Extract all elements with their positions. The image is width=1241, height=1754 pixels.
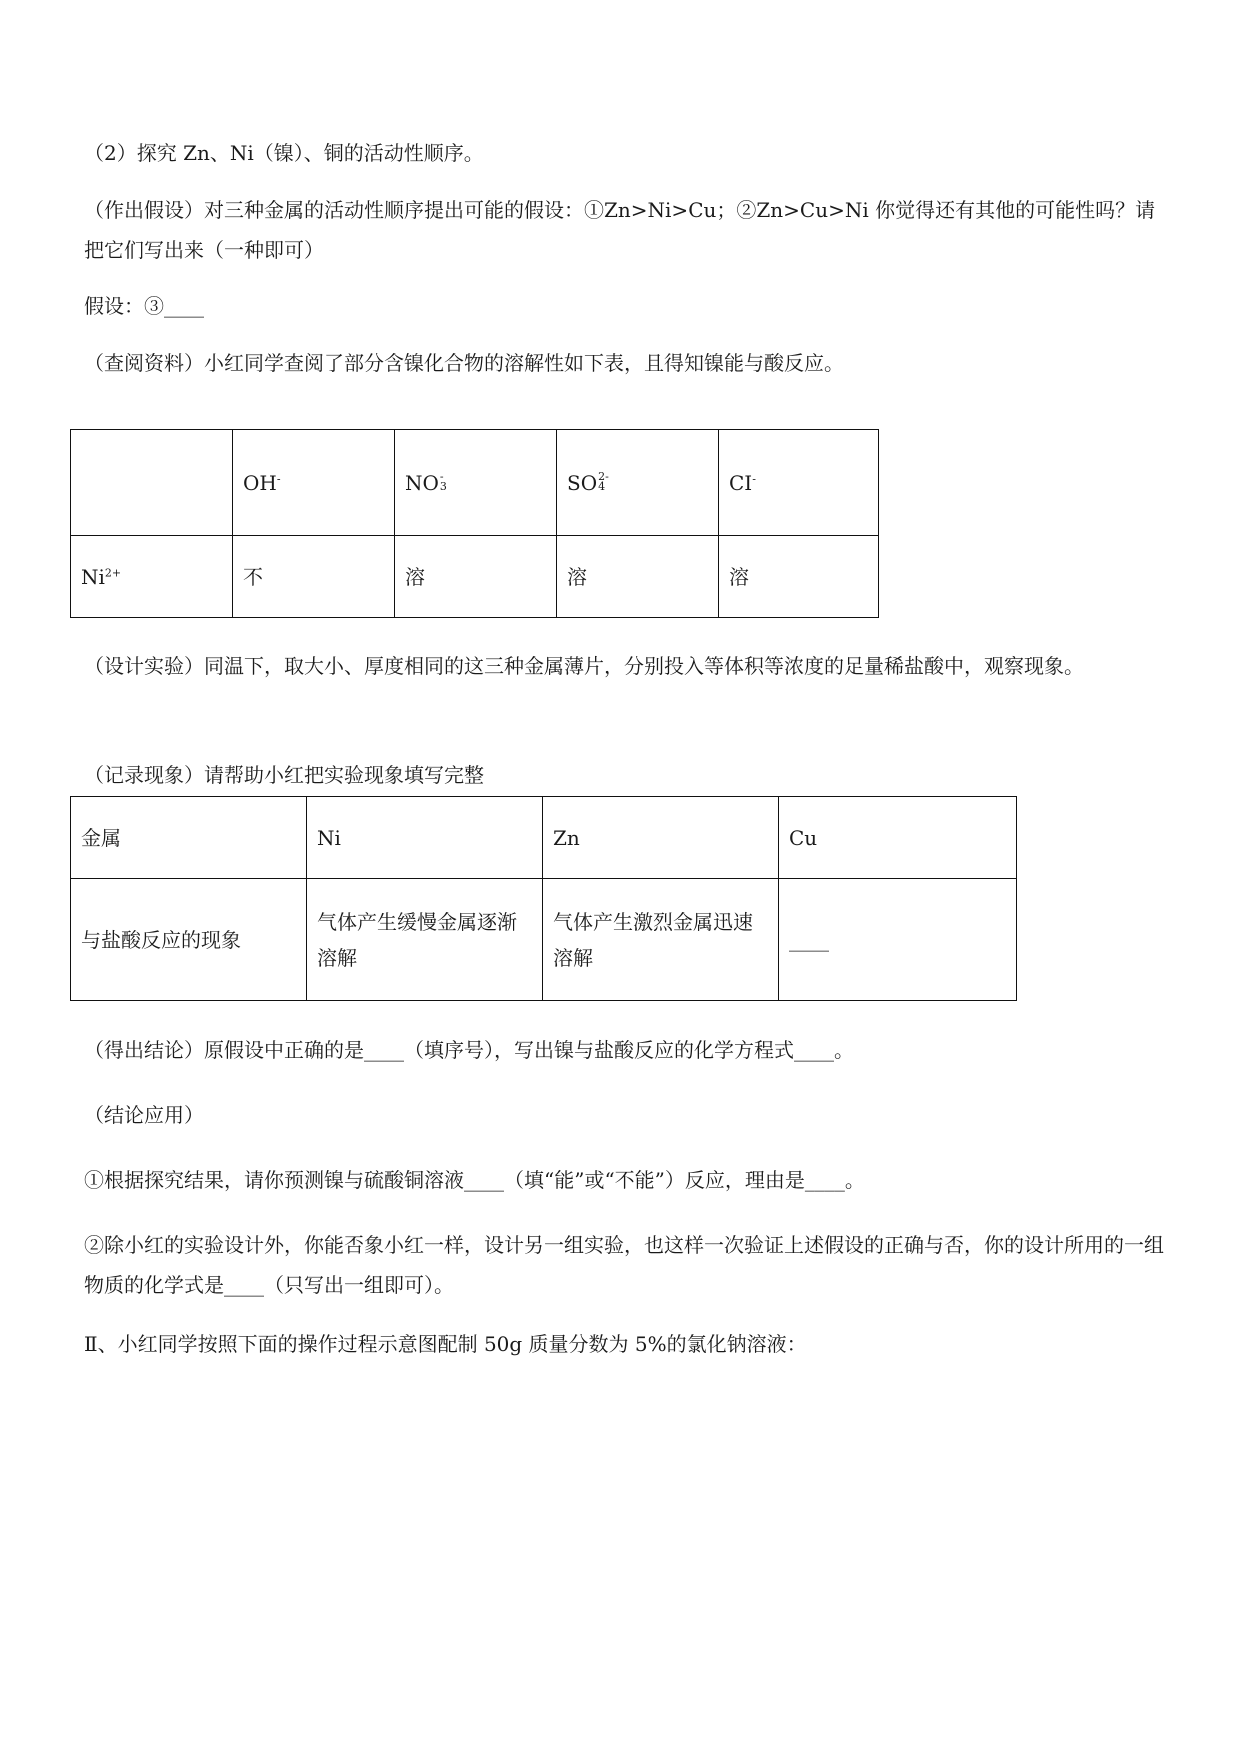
nitrate-header: NO - 3 [395,430,557,536]
application-item-2: ②除小红的实验设计外，你能否象小红一样，设计另一组实验，也这样一次验证上述假设的正确与否，你的设计所用的一组物质的化学式是____（只写出一组即可）。 [84,1233,1164,1297]
conclusion-paragraph: （得出结论）原假设中正确的是____（填序号），写出镍与盐酸反应的化学方程式____。 [84,1038,854,1062]
solubility-cell: 溶 [719,536,879,618]
metal-header: 金属 [71,797,307,879]
question-part-2: （2）探究 Zn、Ni（镍）、铜的活动性顺序。 [84,141,484,165]
solubility-cell: 不 [233,536,395,618]
part-2-intro: Ⅱ、小红同学按照下面的操作过程示意图配制 50g 质量分数为 5%的氯化钠溶液： [84,1332,807,1356]
reference-paragraph: （查阅资料）小红同学查阅了部分含镍化合物的溶解性如下表，且得知镍能与酸反应。 [84,351,844,375]
observation-row [71,879,1017,1001]
nickel-row [71,536,879,618]
zinc-observation: 气体产生激烈金属迅速溶解 [543,879,779,1001]
experiment-design-paragraph: （设计实验）同温下，取大小、厚度相同的这三种金属薄片，分别投入等体积等浓度的足量稀盐酸中，观察现象。 [84,654,1084,678]
nickel-ion-label: $Ni^{2+}$ [71,536,233,618]
empty-corner-cell [71,430,233,536]
solubility-table [70,429,879,618]
application-item-1: ①根据探究结果，请你预测镍与硫酸铜溶液____（填“能”或“不能”）反应，理由是____。 [84,1168,865,1192]
observation-table [70,796,1017,1001]
hypothesis-paragraph: （作出假设）对三种金属的活动性顺序提出可能的假设：①Zn>Ni>Cu；②Zn>Cu>Ni 你觉得还有其他的可能性吗？请把它们写出来（一种即可） [84,198,1156,262]
solubility-cell: 溶 [557,536,719,618]
nickel-observation: 气体产生缓慢金属逐渐溶解 [307,879,543,1001]
copper-observation-blank: ____ [779,879,1017,1001]
hydroxide-header: OH- [233,430,395,536]
observation-header-row [71,797,1017,879]
zinc-header: Zn [543,797,779,879]
hypothesis-3-blank: 假设：③____ [84,294,204,318]
solubility-header-row [71,430,879,536]
record-phenomenon-paragraph: （记录现象）请帮助小红把实验现象填写完整 [84,763,484,787]
reaction-label: 与盐酸反应的现象 [71,879,307,1001]
nickel-header: Ni [307,797,543,879]
solubility-cell: 溶 [395,536,557,618]
copper-header: Cu [779,797,1017,879]
chloride-header: CI- [719,430,879,536]
sulfate-header: SO 2- 4 [557,430,719,536]
application-heading: （结论应用） [84,1103,204,1127]
